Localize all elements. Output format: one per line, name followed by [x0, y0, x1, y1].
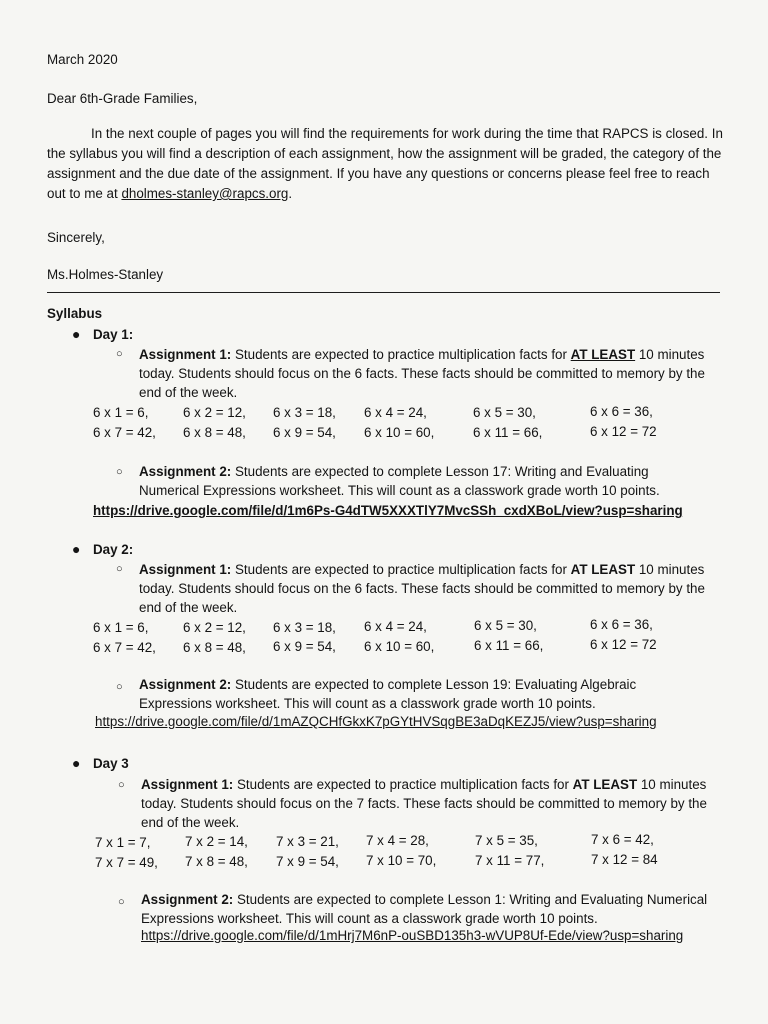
email-link[interactable]: dholmes-stanley@rapcs.org — [121, 186, 289, 201]
assignment-2-text — [141, 890, 727, 928]
fact: 6 x 3 = 18, — [273, 405, 336, 420]
assignment-text: Students are expected to practice multiplication facts for — [231, 347, 571, 362]
fact: 6 x 5 = 30, — [474, 618, 537, 633]
circle-bullet-icon: ○ — [116, 681, 123, 693]
syllabus-title: Syllabus — [47, 306, 103, 321]
fact: 6 x 2 = 12, — [183, 620, 246, 635]
fact: 6 x 10 = 60, — [364, 639, 435, 654]
fact: 7 x 6 = 42, — [591, 832, 654, 847]
assignment-label: Assignment 2: — [141, 892, 234, 907]
assignment-label: Assignment 1: — [139, 347, 232, 362]
assignment-label: Assignment 2: — [139, 677, 232, 692]
fact: 7 x 4 = 28, — [366, 833, 429, 848]
fact: 7 x 7 = 49, — [95, 855, 158, 870]
fact: 6 x 6 = 36, — [590, 404, 653, 419]
day-title: Day 3 — [93, 756, 129, 771]
fact: 6 x 12 = 72 — [590, 424, 657, 439]
fact: 6 x 12 = 72 — [590, 637, 657, 652]
assignment-2-text — [139, 675, 639, 713]
fact: 6 x 11 = 66, — [473, 425, 543, 440]
fact: 6 x 4 = 24, — [364, 405, 427, 420]
fact: 6 x 10 = 60, — [364, 425, 435, 440]
fact: 7 x 9 = 54, — [276, 854, 339, 869]
assignment-label: Assignment 2: — [139, 464, 232, 479]
assignment-text: Students are expected to practice multiplication facts for — [231, 562, 571, 577]
fact: 6 x 9 = 54, — [273, 425, 336, 440]
fact: 6 x 9 = 54, — [273, 639, 336, 654]
fact: 6 x 8 = 48, — [183, 640, 246, 655]
assignment-1-text — [139, 345, 725, 402]
bullet-icon: ● — [72, 326, 81, 342]
letter-closing: Sincerely, — [47, 230, 105, 245]
assignment-text: Students are expected to complete Lesson 19: Evaluating Algebraic Expressions worksheet. This will count as a classwork grade worth 10 points. — [139, 677, 637, 711]
worksheet-link[interactable]: https://drive.google.com/file/d/1mAZQCHfGkxK7pGYtHVSqgBE3aDqKEZJ5/view?usp=sharing — [95, 714, 657, 729]
assignment-text: Students are expected to complete Lesson 17: Writing and Evaluating Numerical Expressions worksheet. This will count as a classwork grade worth 10 points. — [139, 464, 660, 498]
day-title: Day 2: — [93, 542, 134, 557]
letter-signature: Ms.Holmes-Stanley — [47, 267, 164, 282]
fact: 6 x 7 = 42, — [93, 425, 156, 440]
fact: 7 x 3 = 21, — [276, 834, 339, 849]
circle-bullet-icon: ○ — [118, 779, 125, 791]
fact: 7 x 5 = 35, — [475, 833, 538, 848]
fact: 6 x 8 = 48, — [183, 425, 246, 440]
fact: 7 x 2 = 14, — [185, 834, 248, 849]
intro-end: . — [288, 186, 293, 201]
intro-paragraph — [47, 124, 727, 204]
fact: 7 x 11 = 77, — [475, 853, 545, 868]
fact: 6 x 7 = 42, — [93, 640, 156, 655]
fact: 7 x 1 = 7, — [95, 835, 151, 850]
circle-bullet-icon: ○ — [118, 896, 125, 908]
fact: 6 x 1 = 6, — [93, 620, 149, 635]
fact: 6 x 1 = 6, — [93, 405, 149, 420]
assignment-2-text — [139, 462, 699, 500]
assignment-text: 10 minutes today. Students should focus on the 6 facts. These facts should be committed to memory by the end of the week. — [139, 562, 705, 615]
fact: 6 x 5 = 30, — [473, 405, 536, 420]
worksheet-link[interactable]: https://drive.google.com/file/d/1mHrj7M6nP-ouSBD135h3-wVUP8Uf-Ede/view?usp=sharing — [141, 928, 684, 943]
letter-date: March 2020 — [47, 52, 118, 67]
worksheet-link[interactable]: https://drive.google.com/file/d/1m6Ps-G4dTW5XXXTlY7MvcSSh_cxdXBoL/view?usp=sharing — [93, 503, 683, 518]
fact: 7 x 8 = 48, — [185, 854, 248, 869]
emphasis-text: AT LEAST — [572, 777, 638, 792]
emphasis-text: AT LEAST — [570, 347, 636, 362]
assignment-label: Assignment 1: — [139, 562, 232, 577]
bullet-icon: ● — [72, 755, 81, 771]
fact: 6 x 6 = 36, — [590, 617, 653, 632]
emphasis-text: AT LEAST — [570, 562, 636, 577]
fact: 6 x 11 = 66, — [474, 638, 544, 653]
day-title: Day 1: — [93, 327, 134, 342]
fact: 6 x 2 = 12, — [183, 405, 246, 420]
assignment-text: 10 minutes today. Students should focus on the 6 facts. These facts should be committed to memory by the end of the week. — [139, 347, 705, 400]
circle-bullet-icon: ○ — [116, 348, 123, 360]
horizontal-divider — [47, 292, 720, 293]
intro-text: In the next couple of pages you will find the requirements for work during the time that RAPCS is closed. In the syllabus you will find a description of each assignment, how the assignment will be graded, the category of the assignment and the due date of the assignment. If you have any questions or concerns please feel free to reach out to me at — [47, 126, 723, 201]
assignment-label: Assignment 1: — [141, 777, 234, 792]
fact: 6 x 4 = 24, — [364, 619, 427, 634]
assignment-1-text — [139, 560, 727, 617]
fact: 7 x 12 = 84 — [591, 852, 658, 867]
bullet-icon: ● — [72, 541, 81, 557]
assignment-text: 10 minutes today. Students should focus on the 7 facts. These facts should be committed to memory by the end of the week. — [141, 777, 707, 830]
circle-bullet-icon: ○ — [116, 563, 123, 575]
assignment-text: Students are expected to practice multiplication facts for — [233, 777, 573, 792]
fact: 7 x 10 = 70, — [366, 853, 437, 868]
assignment-1-text — [141, 775, 725, 832]
assignment-text: Students are expected to complete Lesson 1: Writing and Evaluating Numerical Expressions worksheet. This will count as a classwork grade worth 10 points. — [141, 892, 708, 926]
fact: 6 x 3 = 18, — [273, 620, 336, 635]
letter-salutation: Dear 6th-Grade Families, — [47, 91, 198, 106]
circle-bullet-icon: ○ — [116, 466, 123, 478]
